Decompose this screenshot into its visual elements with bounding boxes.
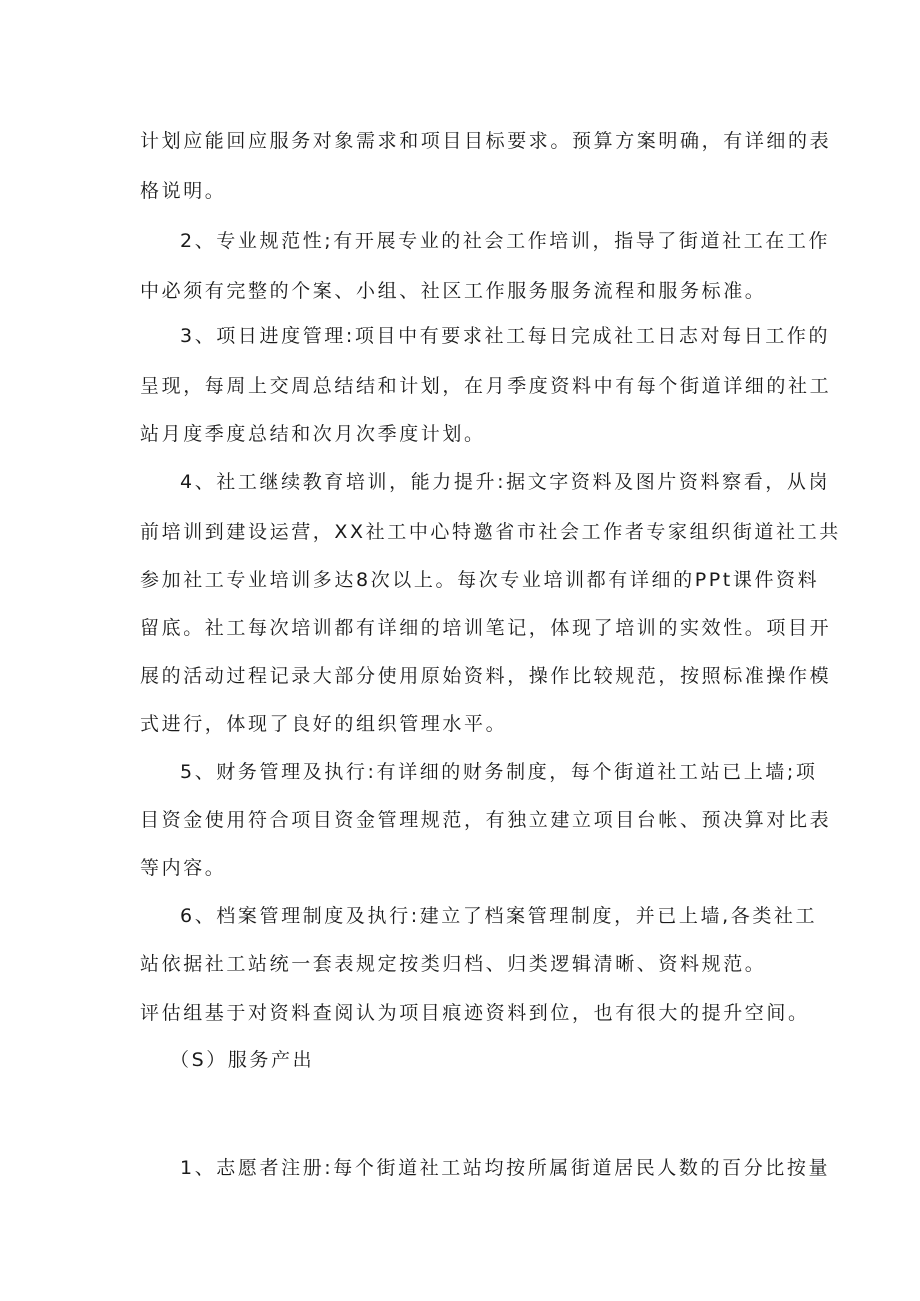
text-line: 5、财务管理及执行:有详细的财务制度，每个街道社工站已上墙;项 xyxy=(180,761,818,783)
text-line: 留底。社工每次培训都有详细的培训笔记，体现了培训的实效性。项目开 xyxy=(140,617,832,639)
text-line: 格说明。 xyxy=(140,180,227,202)
text-line: 前培训到建设运营，XX社工中心特邀省市社会工作者专家组织街道社工共 xyxy=(140,521,841,543)
text-line: 展的活动过程记录大部分使用原始资料，操作比较规范，按照标准操作模 xyxy=(140,665,832,687)
text-line: 计划应能回应服务对象需求和项目目标要求。预算方案明确，有详细的表 xyxy=(140,130,832,152)
text-line: 参加社工专业培训多达8次以上。每次专业培训都有详细的PPt课件资料 xyxy=(140,569,820,591)
text-line: 等内容。 xyxy=(140,857,227,879)
text-line: 3、项日进度管理:项目中有要求社工每日完成社工日志对每日工作的 xyxy=(180,325,831,347)
text-line: 中必须有完整的个案、小组、社区工作服务服务流程和服务标准。 xyxy=(140,280,767,302)
text-line: 评估组基于对资料查阅认为项目痕迹资料到位，也有很大的提升空间。 xyxy=(140,1002,810,1024)
text-line: 目资金使用符合项目资金管理规范，有独立建立项目台帐、预决算对比表 xyxy=(140,809,832,831)
text-line: 1、志愿者注册:每个街道社工站均按所属街道居民人数的百分比按量 xyxy=(180,1157,831,1179)
text-line: 4、社工继续教育培训，能力提升:据文字资料及图片资料察看，从岗 xyxy=(180,471,831,493)
text-line: 6、档案管理制度及执行:建立了档案管理制度，并已上墙,各类社工 xyxy=(180,905,818,927)
text-line: 站月度季度总结和次月次季度计划。 xyxy=(140,423,486,445)
text-line: 式进行，体现了良好的组织管理水平。 xyxy=(140,713,508,735)
text-line: 2、专业规范性;有开展专业的社会工作培训，指导了街道社工在工作 xyxy=(180,230,831,252)
text-line: 呈现，每周上交周总结结和计划，在月季度资料中有每个街道详细的社工 xyxy=(140,375,832,397)
section-heading: （S）服务产出 xyxy=(170,1049,315,1071)
text-line: 站依据社工站统一套表规定按类归档、归类逻辑清晰、资料规范。 xyxy=(140,953,767,975)
